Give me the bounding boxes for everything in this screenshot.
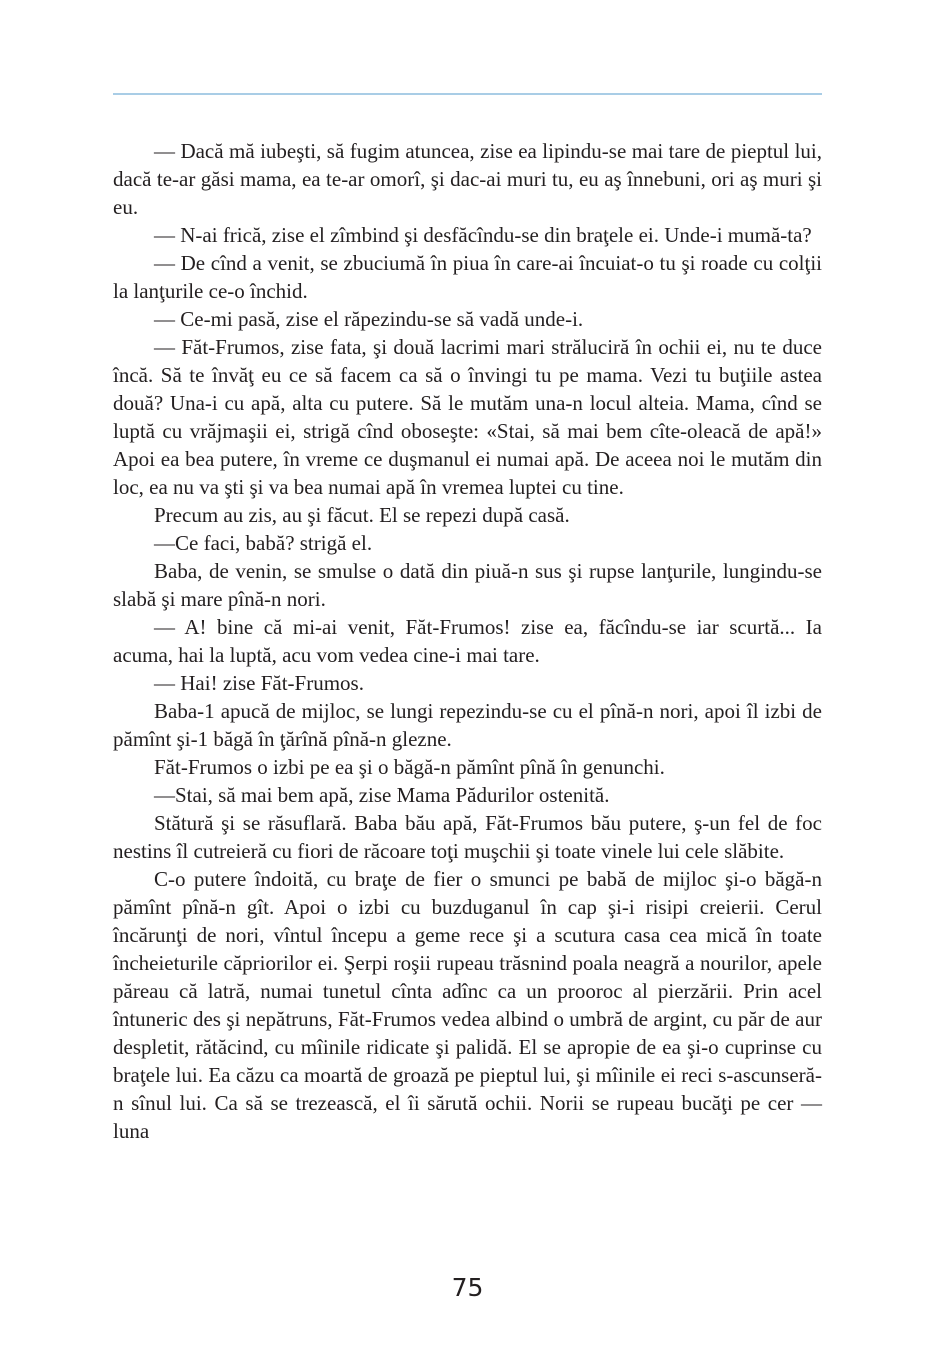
paragraph-5: — Făt-Frumos, zise fata, şi două lacrimi mari străluciră în ochii ei, nu te duce încă. Să te învăţ eu ce să facem ca să o învingi tu pe mama. Vezi tu buţiile astea două? Una-i cu apă, alta cu putere. Să le mutăm una-n locul alteia. Mama, cînd se luptă cu vrăjmaşii ei, strigă cînd oboseşte: «Stai, să mai bem cîte-oleacă de apă!» Apoi ea bea putere, în vreme ce duşmanul ei numai apă. De aceea noi le mutăm din loc, ea nu va şti şi va bea numai apă în vremea luptei cu tine.	[113, 335, 822, 499]
header-rule	[113, 93, 822, 95]
paragraph-8: Baba, de venin, se smulse o dată din piuă-n sus şi rupse lanţurile, lungindu-se slabă şi mare pînă-n nori.	[113, 559, 822, 611]
body-text	[113, 137, 822, 1145]
paragraph-11: Baba-1 apucă de mijloc, se lungi repezindu-se cu el pînă-n nori, apoi îl izbi de pămînt şi-1 băgă în ţărînă pînă-n glezne.	[113, 699, 822, 751]
paragraph-9: — A! bine că mi-ai venit, Făt-Frumos! zise ea, făcîndu-se iar scurtă... Ia acuma, hai la luptă, acu vom vedea cine-i mai tare.	[113, 615, 822, 667]
paragraph-7: —Ce faci, babă? strigă el.	[154, 531, 373, 555]
paragraph-15: C-o putere îndoită, cu braţe de fier o smunci pe babă de mijloc şi-o băgă-n pămînt pînă-n gît. Apoi o izbi cu buzduganul în cap şi-i risipi creierii. Cerul încărunţi de nori, vîntul începu a geme rece şi a scutura casa cea mică în toate încheieturile căpriorilor ei. Şerpi roşii rupeau trăsnind poala neagră a nourilor, apele păreau că latră, numai tunetul cînta adînc ca un prooroc al pierzării. Prin acel întuneric des şi nepătruns, Făt-Frumos vedea albind o umbră de argint, cu păr de aur despletit, rătăcind, cu mîinile ridicate şi palidă. El se apropie de ea şi-o cuprinse cu braţele lui. Ea căzu ca moartă de groază pe pieptul lui, şi mîinile ei reci s-ascunseră-n sînul lui. Ca să se trezească, el îi sărută ochii. Norii se rupeau bucăţi pe cer — luna	[113, 867, 822, 1143]
paragraph-14: Stătură şi se răsuflară. Baba bău apă, Făt-Frumos bău putere, ş-un fel de foc nestins îl cutreieră cu fiori de răcoare toţi muşchii şi toate vinele lui cele slăbite.	[113, 811, 822, 863]
paragraph-3: — De cînd a venit, se zbuciumă în piua în care-ai încuiat-o tu şi roade cu colţii la lanţurile ce-o închid.	[113, 251, 822, 303]
paragraph-13: —Stai, să mai bem apă, zise Mama Pădurilor ostenită.	[154, 783, 610, 807]
paragraph-2: — N-ai frică, zise el zîmbind şi desfăcîndu-se din braţele ei. Unde-i mumă-ta?	[154, 223, 812, 247]
paragraph-12: Făt-Frumos o izbi pe ea şi o băgă-n pămînt pînă în genunchi.	[154, 755, 665, 779]
paragraph-10: — Hai! zise Făt-Frumos.	[154, 671, 364, 695]
paragraph-6: Precum au zis, au şi făcut. El se repezi după casă.	[154, 503, 570, 527]
paragraph-4: — Ce-mi pasă, zise el răpezindu-se să vadă unde-i.	[154, 307, 584, 331]
page-number: 75	[451, 1273, 484, 1302]
paragraph-1: — Dacă mă iubeşti, să fugim atuncea, zise ea lipindu-se mai tare de pieptul lui, dacă te-ar găsi mama, ea te-ar omorî, şi dac-ai muri tu, eu aş înnebuni, ori aş muri şi eu.	[113, 139, 822, 219]
